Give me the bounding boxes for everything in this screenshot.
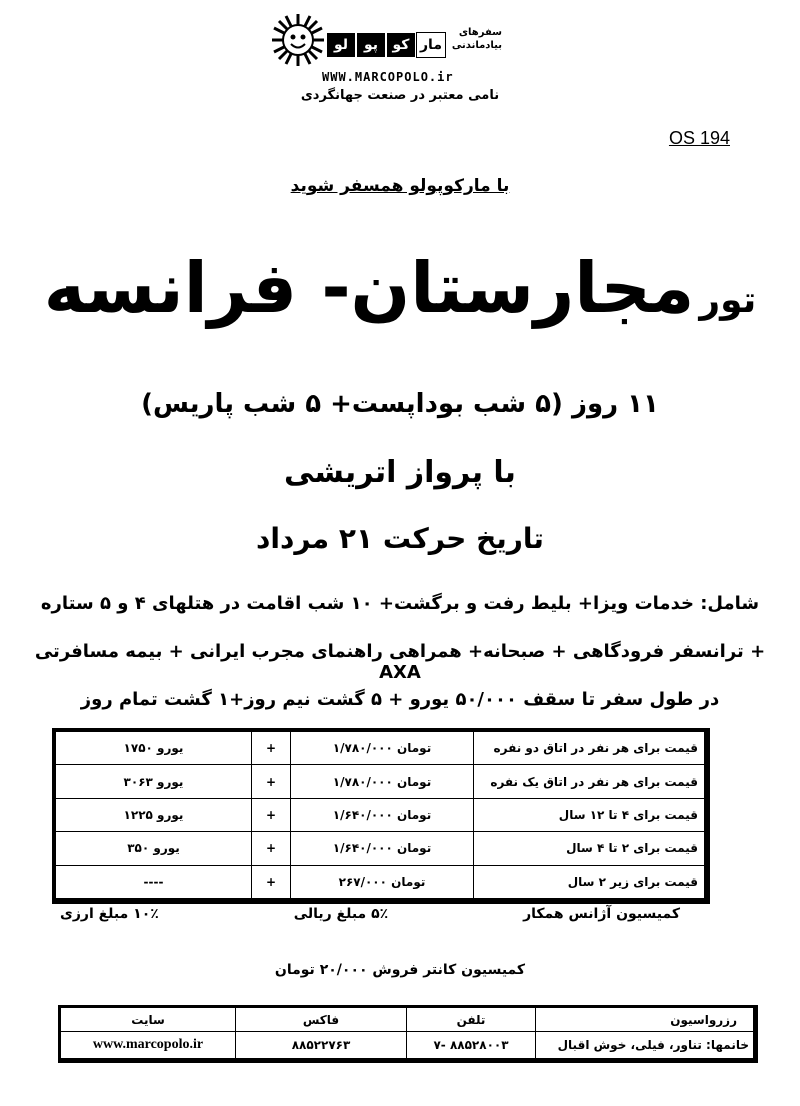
price-label: قیمت برای ۴ تا ۱۲ سال [474,798,705,831]
tour-code: OS 194 [668,128,730,148]
departure-date: تاریخ حرکت ۲۱ مرداد [256,522,544,555]
inclusions-line: در طول سفر تا سقف ۵۰/۰۰۰ یورو + ۵ گشت نیم روز+۱ گشت تمام روز [80,689,720,710]
subtitle-text: با مارکوپولو همسفر شوید [290,176,510,196]
phone-number: ۸۸۵۲۸۰۰۳ -۷ [407,1032,536,1059]
price-label: قیمت برای هر نفر در اتاق یک نفره [474,765,705,798]
counter-commission: کمیسیون کانتر فروش ۲۰/۰۰۰ تومان [274,962,526,978]
logo-slogan: نامی معتبر در صنعت جهانگردی [300,88,500,103]
subtitle [0,176,800,196]
title-main: مجارستان- فرانسه [43,247,695,329]
price-label: قیمت برای ۲ تا ۴ سال [474,832,705,865]
price-toman: ۲۶۷/۰۰۰ تومان [291,865,474,898]
table-row [61,1008,754,1032]
price-euro: ۳۵۰ یورو [56,832,252,865]
price-plus: + [252,732,291,765]
price-label: قیمت برای هر نفر در اتاق دو نفره [474,732,705,765]
logo-tagline-1: سفرهای [458,27,502,38]
price-euro: ۱۷۵۰ یورو [56,732,252,765]
price-toman: ۱/۶۴۰/۰۰۰ تومان [291,798,474,831]
price-euro: ۳۰۶۳ یورو [56,765,252,798]
price-toman: ۱/۶۴۰/۰۰۰ تومان [291,832,474,865]
commission-agency: کمیسیون آژانس همکار [523,906,680,922]
logo-tile: کو [386,32,416,58]
logo-tile: لو [326,32,356,58]
title-prefix: تور [699,280,757,321]
reservation-contacts: خانمها: تناور، فیلی، خوش اقبال [536,1032,754,1059]
inclusions-line: شامل: خدمات ویزا+ بلیط رفت و برگشت+ ۱۰ شب اقامت در هتلهای ۴ و ۵ ستاره [40,593,760,614]
logo-tiles [326,32,446,58]
price-table [52,728,710,904]
table-row [61,1032,754,1059]
table-row [56,865,705,898]
table-row [56,832,705,865]
tour-duration: ۱۱ روز (۵ شب بوداپست+ ۵ شب پاریس) [141,389,659,419]
price-plus: + [252,765,291,798]
commissions [60,906,680,922]
table-row [56,798,705,831]
price-toman: ۱/۷۸۰/۰۰۰ تومان [291,732,474,765]
price-plus: + [252,865,291,898]
commission-rial: ۵٪ مبلغ ریالی [293,906,389,922]
price-toman: ۱/۷۸۰/۰۰۰ تومان [291,765,474,798]
contact-header-site: سایت [61,1008,236,1032]
logo-url: WWW.MARCOPOLO.ir [322,70,454,84]
logo-tagline [442,26,502,52]
logo-tagline-2: بیادماندنی [451,40,502,51]
page-title [0,248,800,328]
price-plus: + [252,832,291,865]
logo-tile: پو [356,32,386,58]
price-euro: ۱۲۲۵ یورو [56,798,252,831]
flight-info: با پرواز اتریشی [284,455,516,490]
inclusions-line: + ترانسفر فرودگاهی + صبحانه+ همراهی راهنمای مجرب ایرانی + بیمه مسافرتی AXA [34,641,766,683]
logo [270,12,510,112]
website-link[interactable]: www.marcopolo.ir [61,1032,236,1059]
contact-header-phone: تلفن [407,1008,536,1032]
contact-header-reservation: رزرواسیون [536,1008,754,1032]
contact-header-fax: فاکس [236,1008,407,1032]
table-row [56,765,705,798]
contact-table [58,1005,758,1063]
commission-currency: ۱۰٪ مبلغ ارزی [60,906,159,922]
sun-logo-icon [270,12,326,68]
price-plus: + [252,798,291,831]
price-euro: ---- [56,865,252,898]
fax-number: ۸۸۵۲۲۷۶۳ [236,1032,407,1059]
table-row [56,732,705,765]
logo-tile: مار [416,32,446,58]
price-label: قیمت برای زیر ۲ سال [474,865,705,898]
